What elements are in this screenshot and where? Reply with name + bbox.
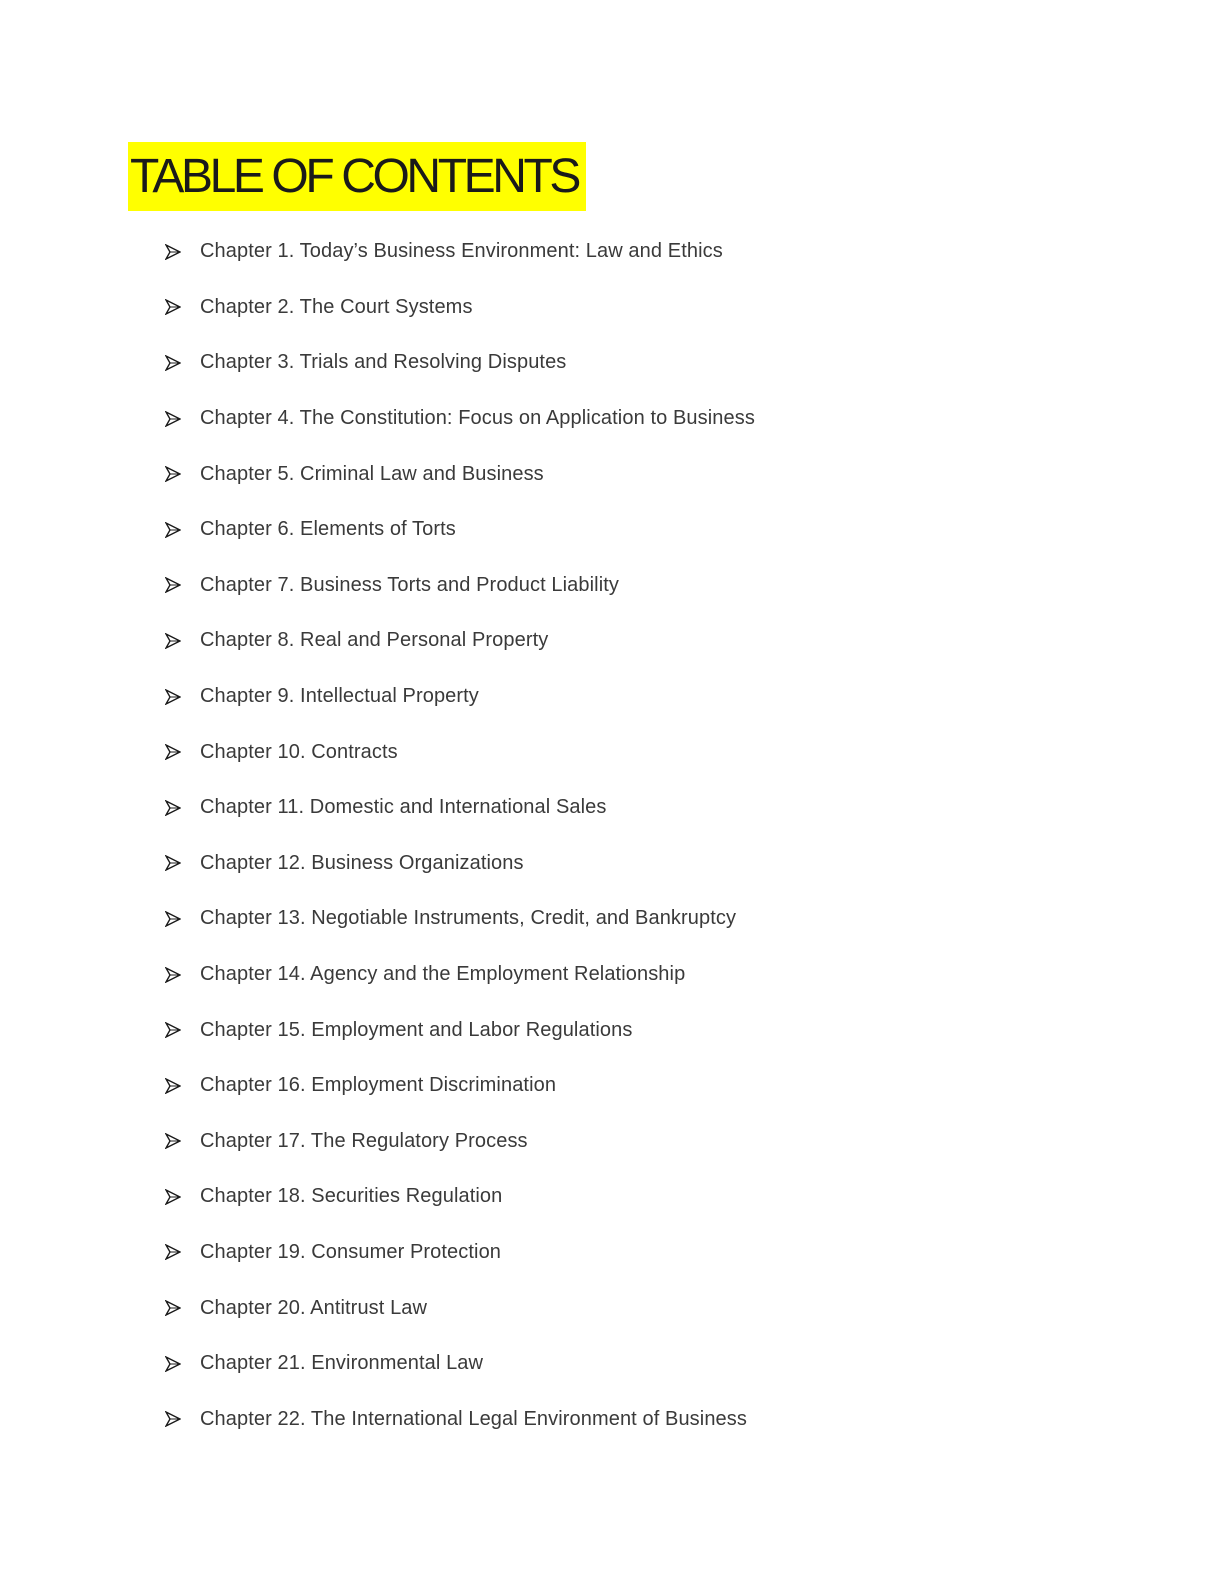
toc-item-label: Chapter 19. Consumer Protection — [200, 1240, 502, 1263]
table-of-contents-list — [165, 224, 755, 1447]
toc-item-label: Chapter 20. Antitrust Law — [200, 1296, 428, 1319]
arrowhead-bullet-icon — [165, 522, 181, 538]
arrowhead-bullet-icon — [165, 1244, 181, 1260]
toc-item-chapter-18 — [165, 1169, 755, 1225]
toc-item-chapter-4 — [165, 391, 755, 447]
toc-item-label: Chapter 15. Employment and Labor Regulations — [200, 1018, 633, 1041]
toc-item-chapter-7 — [165, 558, 755, 614]
toc-item-chapter-11 — [165, 780, 755, 836]
toc-item-label: Chapter 1. Today’s Business Environment: Law and Ethics — [200, 240, 723, 263]
page-title: TABLE OF CONTENTS — [128, 142, 586, 211]
toc-item-chapter-12 — [165, 836, 755, 892]
arrowhead-bullet-icon — [165, 1300, 181, 1316]
toc-item-label: Chapter 21. Environmental Law — [200, 1352, 484, 1375]
toc-item-chapter-13 — [165, 891, 755, 947]
arrowhead-bullet-icon — [165, 299, 181, 315]
toc-item-label: Chapter 5. Criminal Law and Business — [200, 462, 544, 485]
toc-item-label: Chapter 14. Agency and the Employment Relationship — [200, 963, 686, 986]
toc-item-chapter-21 — [165, 1336, 755, 1392]
arrowhead-bullet-icon — [165, 633, 181, 649]
toc-item-chapter-16 — [165, 1058, 755, 1114]
toc-item-chapter-5 — [165, 446, 755, 502]
toc-item-chapter-10 — [165, 724, 755, 780]
toc-item-chapter-6 — [165, 502, 755, 558]
toc-item-chapter-20 — [165, 1280, 755, 1336]
toc-item-label: Chapter 9. Intellectual Property — [200, 685, 479, 708]
toc-item-label: Chapter 18. Securities Regulation — [200, 1185, 503, 1208]
arrowhead-bullet-icon — [165, 744, 181, 760]
toc-item-chapter-8 — [165, 613, 755, 669]
toc-item-label: Chapter 7. Business Torts and Product Liability — [200, 573, 619, 596]
toc-item-label: Chapter 12. Business Organizations — [200, 851, 524, 874]
toc-item-label: Chapter 11. Domestic and International Sales — [200, 796, 607, 819]
toc-item-chapter-19 — [165, 1225, 755, 1281]
toc-item-label: Chapter 10. Contracts — [200, 740, 398, 763]
arrowhead-bullet-icon — [165, 1133, 181, 1149]
toc-item-label: Chapter 4. The Constitution: Focus on Application to Business — [200, 407, 755, 430]
arrowhead-bullet-icon — [165, 1356, 181, 1372]
toc-item-chapter-2 — [165, 280, 755, 336]
toc-item-label: Chapter 6. Elements of Torts — [200, 518, 456, 541]
toc-item-label: Chapter 3. Trials and Resolving Disputes — [200, 351, 567, 374]
arrowhead-bullet-icon — [165, 1189, 181, 1205]
arrowhead-bullet-icon — [165, 1411, 181, 1427]
arrowhead-bullet-icon — [165, 411, 181, 427]
arrowhead-bullet-icon — [165, 689, 181, 705]
toc-item-label: Chapter 2. The Court Systems — [200, 295, 473, 318]
arrowhead-bullet-icon — [165, 967, 181, 983]
arrowhead-bullet-icon — [165, 911, 181, 927]
arrowhead-bullet-icon — [165, 244, 181, 260]
toc-item-label: Chapter 22. The International Legal Environment of Business — [200, 1407, 747, 1430]
arrowhead-bullet-icon — [165, 355, 181, 371]
toc-item-chapter-22 — [165, 1391, 755, 1447]
toc-item-chapter-17 — [165, 1114, 755, 1170]
arrowhead-bullet-icon — [165, 800, 181, 816]
arrowhead-bullet-icon — [165, 466, 181, 482]
toc-item-label: Chapter 16. Employment Discrimination — [200, 1074, 557, 1097]
toc-item-chapter-15 — [165, 1002, 755, 1058]
toc-item-chapter-1 — [165, 224, 755, 280]
toc-item-chapter-9 — [165, 669, 755, 725]
arrowhead-bullet-icon — [165, 855, 181, 871]
toc-item-label: Chapter 8. Real and Personal Property — [200, 629, 549, 652]
arrowhead-bullet-icon — [165, 577, 181, 593]
arrowhead-bullet-icon — [165, 1022, 181, 1038]
toc-item-chapter-14 — [165, 947, 755, 1003]
toc-item-chapter-3 — [165, 335, 755, 391]
toc-item-label: Chapter 17. The Regulatory Process — [200, 1129, 528, 1152]
arrowhead-bullet-icon — [165, 1078, 181, 1094]
toc-item-label: Chapter 13. Negotiable Instruments, Credit, and Bankruptcy — [200, 907, 737, 930]
